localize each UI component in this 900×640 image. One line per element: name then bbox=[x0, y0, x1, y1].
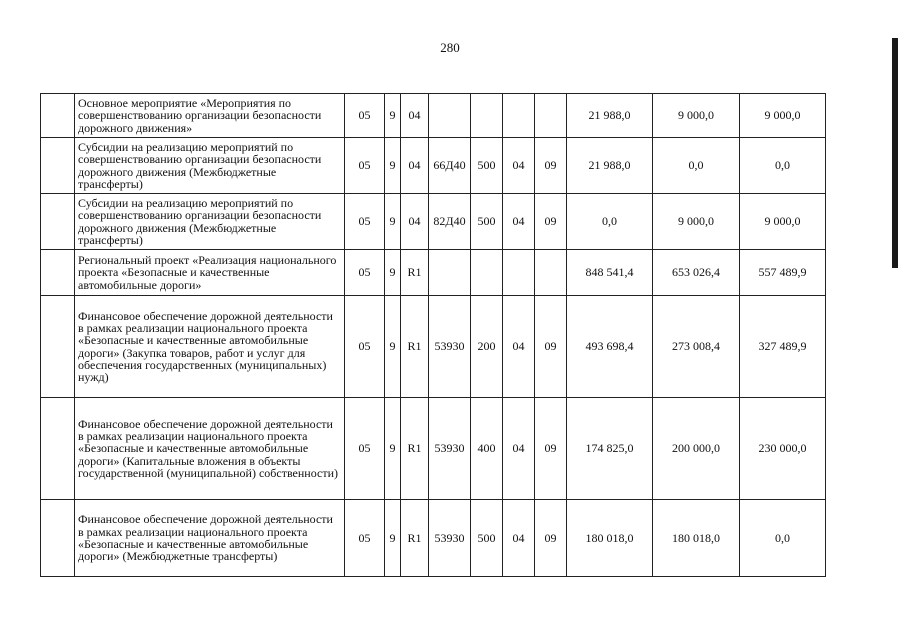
amount-cell: 493 698,4 bbox=[567, 296, 653, 398]
code-cell: 04 bbox=[401, 138, 429, 194]
code-cell bbox=[471, 250, 503, 296]
code-cell: 09 bbox=[535, 138, 567, 194]
code-cell: 04 bbox=[401, 194, 429, 250]
code-cell: 53930 bbox=[429, 296, 471, 398]
code-cell: 9 bbox=[385, 94, 401, 138]
code-cell: R1 bbox=[401, 250, 429, 296]
item-name: Основное мероприятие «Мероприятия по совершенствованию организации безопасности дорожного движения» bbox=[75, 94, 345, 138]
code-cell: 9 bbox=[385, 296, 401, 398]
code-cell: 53930 bbox=[429, 500, 471, 577]
table-row bbox=[41, 398, 826, 500]
amount-cell: 9 000,0 bbox=[653, 94, 740, 138]
code-cell: 82Д40 bbox=[429, 194, 471, 250]
code-cell: 09 bbox=[535, 194, 567, 250]
code-cell: 04 bbox=[503, 398, 535, 500]
amount-cell: 653 026,4 bbox=[653, 250, 740, 296]
code-cell: 04 bbox=[503, 194, 535, 250]
amount-cell: 327 489,9 bbox=[740, 296, 826, 398]
index-cell bbox=[41, 500, 75, 577]
code-cell: 400 bbox=[471, 398, 503, 500]
code-cell: R1 bbox=[401, 398, 429, 500]
amount-cell: 0,0 bbox=[740, 138, 826, 194]
code-cell: 200 bbox=[471, 296, 503, 398]
index-cell bbox=[41, 138, 75, 194]
code-cell bbox=[503, 250, 535, 296]
code-cell: 500 bbox=[471, 194, 503, 250]
code-cell: 9 bbox=[385, 138, 401, 194]
index-cell bbox=[41, 94, 75, 138]
item-name: Финансовое обеспечение дорожной деятельности в рамках реализации национального проекта «Безопасные и качественные автомобильные дороги» (Межбюджетные трансферты) bbox=[75, 500, 345, 577]
table-row bbox=[41, 296, 826, 398]
code-cell: 500 bbox=[471, 138, 503, 194]
amount-cell: 200 000,0 bbox=[653, 398, 740, 500]
code-cell: 9 bbox=[385, 500, 401, 577]
index-cell bbox=[41, 296, 75, 398]
code-cell: R1 bbox=[401, 296, 429, 398]
item-name: Субсидии на реализацию мероприятий по совершенствованию организации безопасности дорожного движения (Межбюджетные трансферты) bbox=[75, 194, 345, 250]
amount-cell: 848 541,4 bbox=[567, 250, 653, 296]
amount-cell: 0,0 bbox=[740, 500, 826, 577]
code-cell bbox=[535, 94, 567, 138]
code-cell: 66Д40 bbox=[429, 138, 471, 194]
item-name: Финансовое обеспечение дорожной деятельности в рамках реализации национального проекта «Безопасные и качественные автомобильные дороги» (Капитальные вложения в объекты государственной (муниципальной) собственности) bbox=[75, 398, 345, 500]
code-cell: 05 bbox=[345, 250, 385, 296]
code-cell: 9 bbox=[385, 398, 401, 500]
code-cell bbox=[429, 94, 471, 138]
code-cell: 05 bbox=[345, 296, 385, 398]
code-cell: 05 bbox=[345, 398, 385, 500]
code-cell: 05 bbox=[345, 194, 385, 250]
page-number: 280 bbox=[440, 40, 460, 55]
table-row bbox=[41, 194, 826, 250]
budget-table bbox=[40, 93, 826, 577]
amount-cell: 9 000,0 bbox=[653, 194, 740, 250]
code-cell: 05 bbox=[345, 138, 385, 194]
code-cell bbox=[503, 94, 535, 138]
amount-cell: 0,0 bbox=[567, 194, 653, 250]
code-cell: 05 bbox=[345, 500, 385, 577]
code-cell: 09 bbox=[535, 398, 567, 500]
code-cell: 53930 bbox=[429, 398, 471, 500]
index-cell bbox=[41, 398, 75, 500]
amount-cell: 230 000,0 bbox=[740, 398, 826, 500]
item-name: Региональный проект «Реализация национального проекта «Безопасные и качественные автомобильные дороги» bbox=[75, 250, 345, 296]
amount-cell: 273 008,4 bbox=[653, 296, 740, 398]
scan-edge-mark bbox=[892, 38, 898, 268]
amount-cell: 180 018,0 bbox=[567, 500, 653, 577]
code-cell: 04 bbox=[401, 94, 429, 138]
code-cell bbox=[471, 94, 503, 138]
amount-cell: 180 018,0 bbox=[653, 500, 740, 577]
code-cell: 9 bbox=[385, 194, 401, 250]
code-cell: 09 bbox=[535, 500, 567, 577]
index-cell bbox=[41, 250, 75, 296]
item-name: Финансовое обеспечение дорожной деятельности в рамках реализации национального проекта «Безопасные и качественные автомобильные дороги» (Закупка товаров, работ и услуг для обеспечения государственных (муниципальных) нужд) bbox=[75, 296, 345, 398]
amount-cell: 9 000,0 bbox=[740, 194, 826, 250]
item-name: Субсидии на реализацию мероприятий по совершенствованию организации безопасности дорожного движения (Межбюджетные трансферты) bbox=[75, 138, 345, 194]
index-cell bbox=[41, 194, 75, 250]
code-cell: 04 bbox=[503, 500, 535, 577]
code-cell: R1 bbox=[401, 500, 429, 577]
code-cell bbox=[535, 250, 567, 296]
code-cell: 09 bbox=[535, 296, 567, 398]
code-cell: 05 bbox=[345, 94, 385, 138]
code-cell bbox=[429, 250, 471, 296]
code-cell: 04 bbox=[503, 138, 535, 194]
amount-cell: 21 988,0 bbox=[567, 138, 653, 194]
code-cell: 04 bbox=[503, 296, 535, 398]
amount-cell: 0,0 bbox=[653, 138, 740, 194]
table-row bbox=[41, 138, 826, 194]
amount-cell: 9 000,0 bbox=[740, 94, 826, 138]
amount-cell: 21 988,0 bbox=[567, 94, 653, 138]
table-row bbox=[41, 94, 826, 138]
table-row bbox=[41, 500, 826, 577]
code-cell: 9 bbox=[385, 250, 401, 296]
code-cell: 500 bbox=[471, 500, 503, 577]
table-row bbox=[41, 250, 826, 296]
amount-cell: 174 825,0 bbox=[567, 398, 653, 500]
amount-cell: 557 489,9 bbox=[740, 250, 826, 296]
